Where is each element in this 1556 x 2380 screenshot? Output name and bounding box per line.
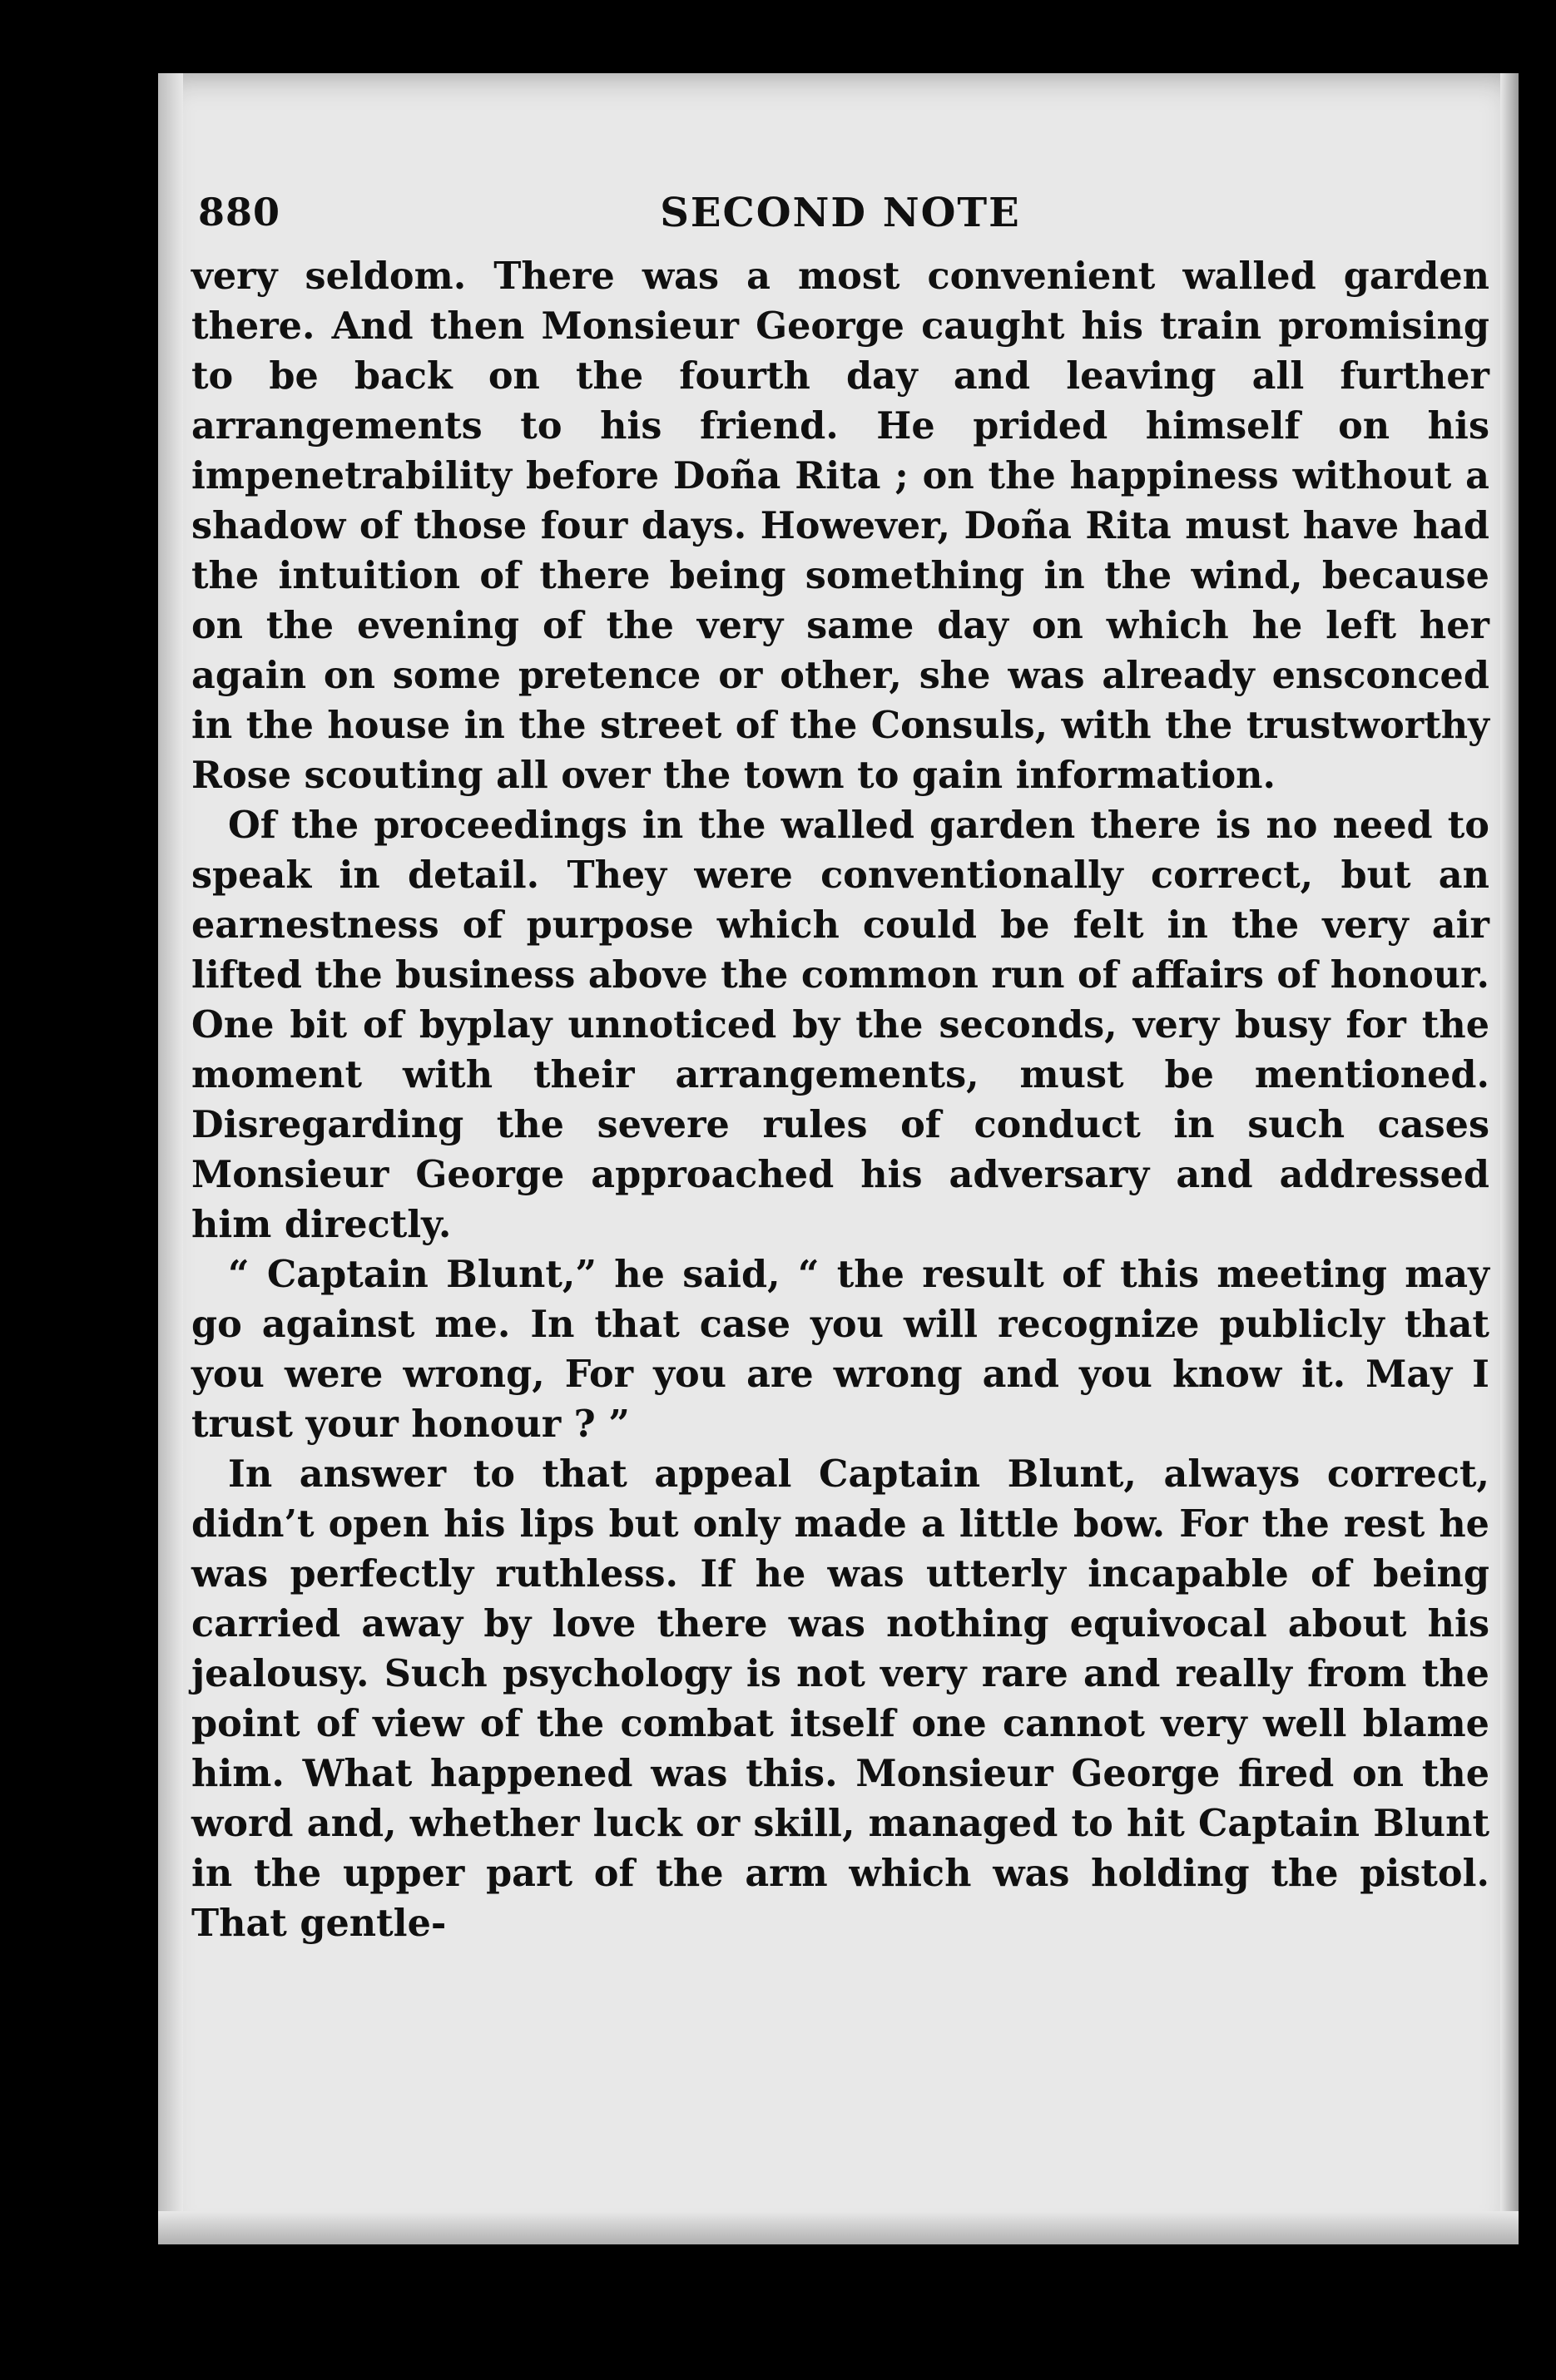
page-gutter-shadow xyxy=(158,73,183,2244)
paragraph-walled-garden: Of the proceedings in the walled garden there is no need to speak in detail. They were conventionally correct, but an earnestness of purpose which could be felt in the very air lifted the business above the common run of affairs of honour. One bit of byplay unnoticed by the seconds, very busy for the moment with their arrangements, must be mentioned. Disregarding the severe rules of conduct in such cases Monsieur George approached his adversary and addressed him directly. xyxy=(191,804,1489,1246)
page-text-block xyxy=(191,175,1489,1948)
paragraph-continuation: very seldom. There was a most convenient walled garden there. And then Monsieur George caught his train promising to be back on the fourth day and leaving all further arrangements to his friend. He prided himself on his impenetrability before Doña Rita ; on the happiness without a shadow of those four days. However, Doña Rita must have had the intuition of there being something in the wind, because on the evening of the very same day on which he left her again on some pretence or other, she was already ensconced in the house in the street of the Consuls, with the trustworthy Rose scouting all over the town to gain information. xyxy=(191,255,1489,797)
paragraph-answer: In answer to that appeal Captain Blunt, always correct, didn’t open his lips but only made a little bow. For the rest he was perfectly ruthless. If he was utterly incapable of being carried away by love there was nothing equivocal about his jealousy. Such psychology is not very rare and really from the point of view of the combat itself one cannot very well blame him. What happened was this. Monsieur George fired on the word and, whether luck or skill, managed to hit Captain Blunt in the upper part of the arm which was holding the pistol. That gentle- xyxy=(191,1452,1489,1945)
running-head xyxy=(191,175,1489,241)
running-head-title: SECOND NOTE xyxy=(660,190,1021,236)
page-fore-edge-shadow xyxy=(1500,73,1519,2244)
paragraph-dialogue: “ Captain Blunt,” he said, “ the result of this meeting may go against me. In that case you will recognize publicly that you were wrong, For you are wrong and you know it. May I trust your honour ? ” xyxy=(191,1253,1489,1446)
page-number: 880 xyxy=(198,190,281,235)
page-bottom-edge-shadow xyxy=(158,2211,1519,2244)
